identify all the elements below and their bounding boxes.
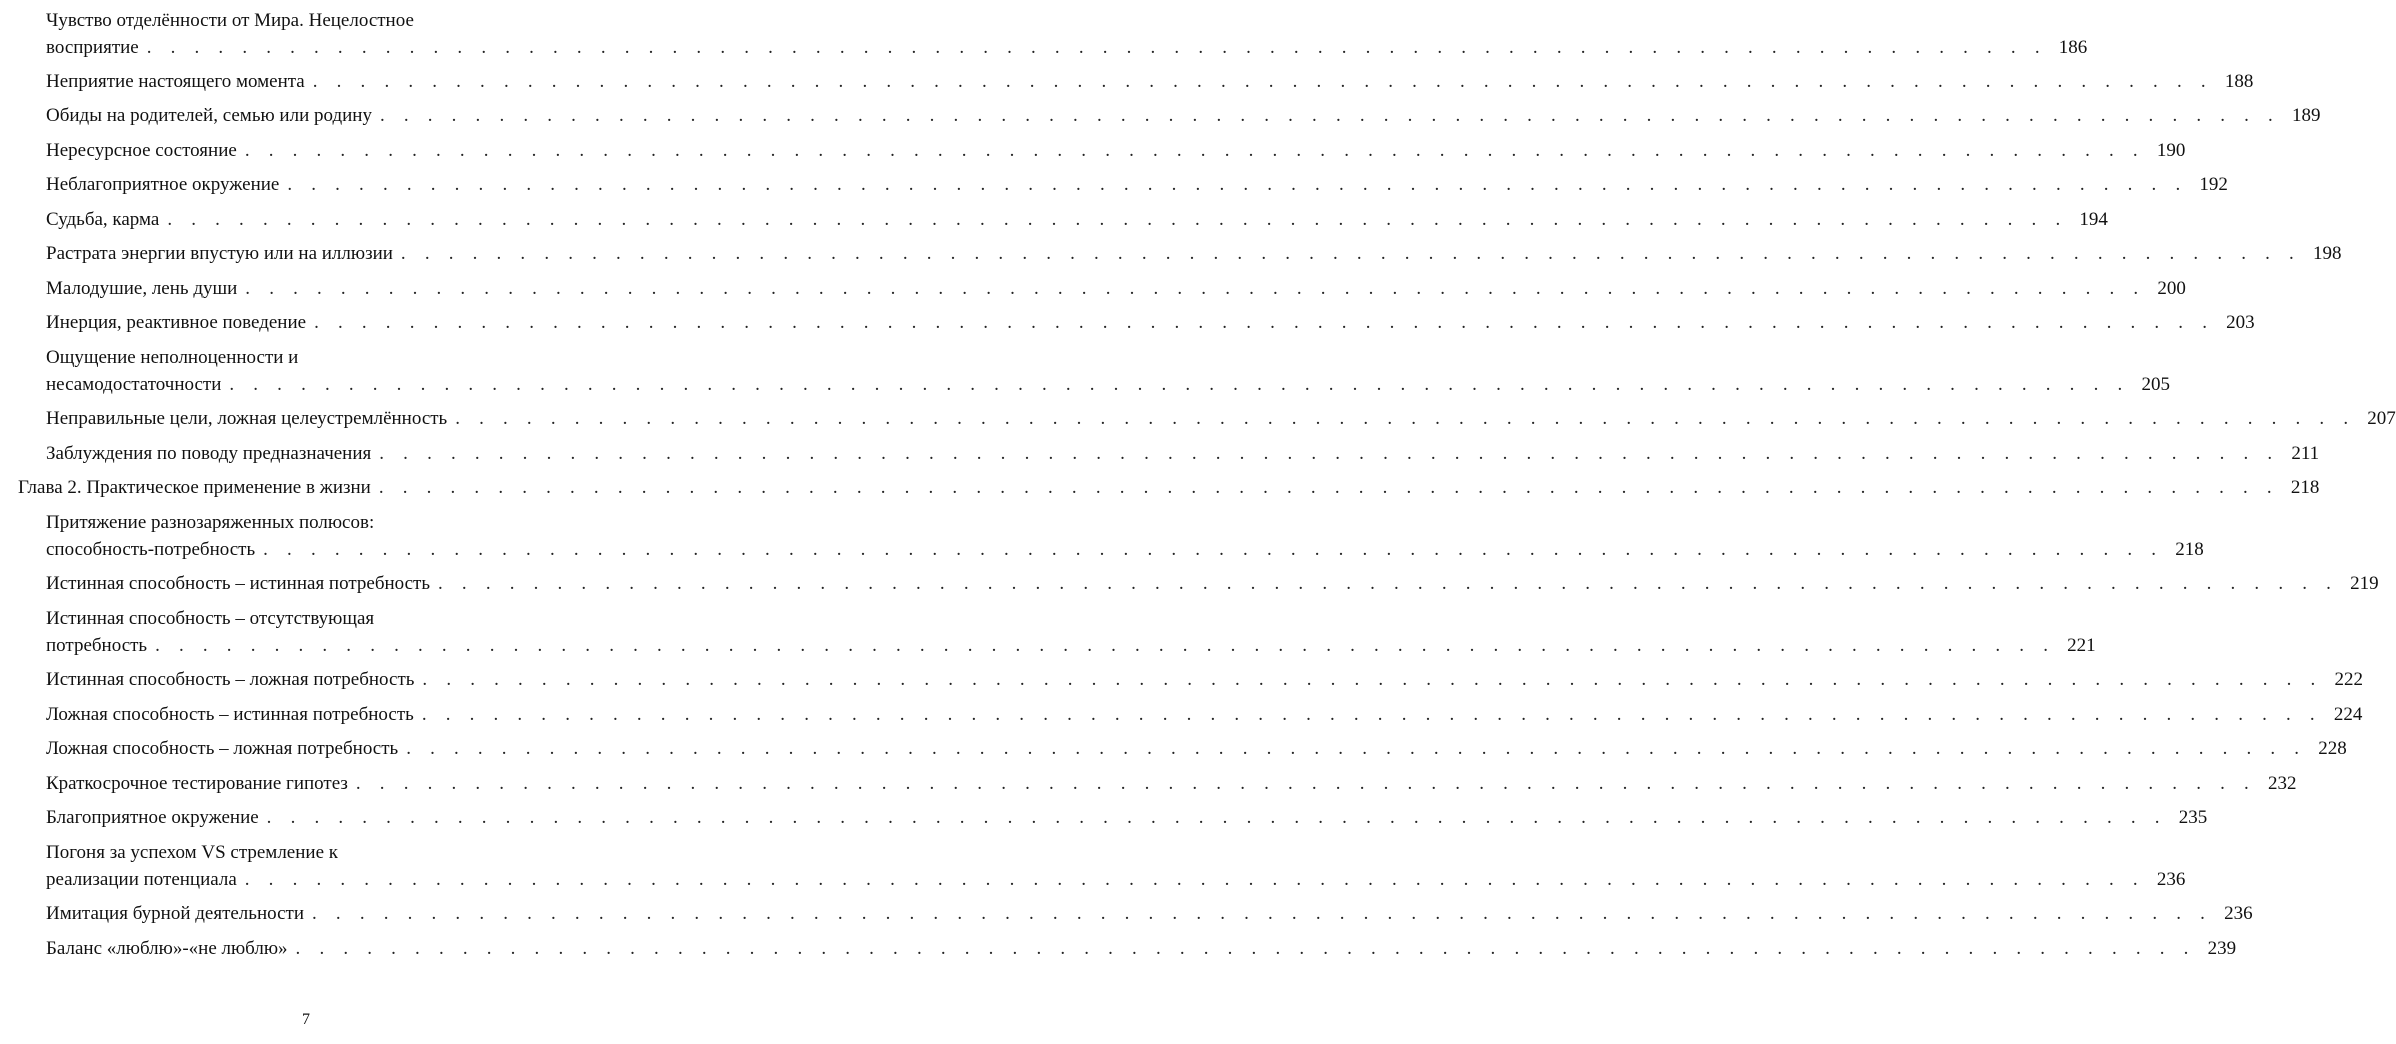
- toc-section-entry[interactable]: [46, 171, 2228, 198]
- toc-page-ref: 219: [2350, 573, 2379, 594]
- toc-entry-title-line: Благоприятное окружение: [46, 807, 259, 828]
- toc-page-ref: 218: [2175, 539, 2204, 560]
- toc-page-ref: 194: [2079, 209, 2108, 230]
- toc-page-ref: 236: [2156, 869, 2186, 890]
- dot-leader: . . . . . . . . . . . . . . . . . . . . . . . . . . . . . . . . . . . . . . . . . . . . . . . . . . . . . . . . . . . . . . . . . . . . . . . . . . . . . . . .: [146, 37, 2047, 58]
- toc-section-entry[interactable]: [46, 68, 2254, 95]
- toc-entry-title-line: Истинная способность – ложная потребность: [46, 669, 415, 690]
- dot-leader: . . . . . . . . . . . . . . . . . . . . . . . . . . . . . . . . . . . . . . . . . . . . . . . . . . . . . . . . . . . . . . . . . . . . . . . . . . . . . . . .: [244, 869, 2145, 890]
- toc-page-ref: 186: [2058, 37, 2088, 58]
- toc-entry-title-line: Глава 2. Практическое применение в жизни: [18, 477, 371, 498]
- toc-entry-title-line: несамодостаточности: [46, 374, 222, 395]
- toc-entry-title-line: Неблагоприятное окружение: [46, 174, 280, 195]
- dot-leader: . . . . . . . . . . . . . . . . . . . . . . . . . . . . . . . . . . . . . . . . . . . . . . . . . . . . . . . . . . . . . . . . . . . . . . . . . . . . . . . .: [379, 443, 2280, 464]
- toc-page-ref: 218: [2290, 477, 2320, 498]
- toc-section-entry[interactable]: [46, 309, 2255, 336]
- dot-leader: . . . . . . . . . . . . . . . . . . . . . . . . . . . . . . . . . . . . . . . . . . . . . . . . . . . . . . . . . . . . . . . . . . . . . . . . . . . . . . . .: [229, 374, 2130, 395]
- toc-entry-title-line: Растрата энергии впустую или на иллюзии: [46, 243, 393, 264]
- dot-leader: . . . . . . . . . . . . . . . . . . . . . . . . . . . . . . . . . . . . . . . . . . . . . . . . . . . . . . . . . . . . . . . . . . . . . . . . . . . . . . . .: [312, 903, 2213, 924]
- toc-entry-title-line: Ощущение неполноценности и: [46, 347, 299, 368]
- toc-section-entry[interactable]: [46, 735, 2347, 762]
- toc-entry-title-line: восприятие: [46, 37, 139, 58]
- toc-section-entry[interactable]: [46, 405, 2396, 432]
- dot-leader: . . . . . . . . . . . . . . . . . . . . . . . . . . . . . . . . . . . . . . . . . . . . . . . . . . . . . . . . . . . . . . . . . . . . . . . . . . . . . . . .: [400, 243, 2301, 264]
- toc-section-entry[interactable]: [46, 804, 2208, 831]
- toc-entry-title-line: Ложная способность – истинная потребность: [46, 704, 414, 725]
- toc-entry-title-line: Притяжение разнозаряженных полюсов:: [46, 512, 375, 533]
- toc-section-entry[interactable]: [46, 509, 2204, 563]
- dot-leader: . . . . . . . . . . . . . . . . . . . . . . . . . . . . . . . . . . . . . . . . . . . . . . . . . . . . . . . . . . . . . . . . . . . . . . . . . . . . . . . .: [438, 573, 2339, 594]
- toc-entry-title-line: Обиды на родителей, семью или родину: [46, 105, 372, 126]
- toc-page-ref: 189: [2292, 105, 2321, 126]
- toc-entry-title-line: способность-потребность: [46, 539, 256, 560]
- dot-leader: . . . . . . . . . . . . . . . . . . . . . . . . . . . . . . . . . . . . . . . . . . . . . . . . . . . . . . . . . . . . . . . . . . . . . . . . . . . . . . . .: [355, 773, 2256, 794]
- toc-chapter-entry[interactable]: [18, 474, 2320, 501]
- toc-entry-title-line: Истинная способность – отсутствующая: [46, 608, 375, 629]
- toc-section-entry[interactable]: [46, 666, 2363, 693]
- toc-page-ref: 224: [2333, 704, 2363, 725]
- toc-page-ref: 205: [2141, 374, 2170, 395]
- toc-entry-title-line: Истинная способность – истинная потребность: [46, 573, 431, 594]
- toc-page-ref: 192: [2199, 174, 2228, 195]
- page-number: 7: [302, 1011, 310, 1028]
- toc-entry-title-line: Заблуждения по поводу предназначения: [46, 443, 372, 464]
- toc-entry-title-line: реализации потенциала: [46, 869, 237, 890]
- dot-leader: . . . . . . . . . . . . . . . . . . . . . . . . . . . . . . . . . . . . . . . . . . . . . . . . . . . . . . . . . . . . . . . . . . . . . . . . . . . . . . . .: [422, 669, 2323, 690]
- toc-entry-title-line: Судьба, карма: [46, 209, 160, 230]
- dot-leader: . . . . . . . . . . . . . . . . . . . . . . . . . . . . . . . . . . . . . . . . . . . . . . . . . . . . . . . . . . . . . . . . . . . . . . . . . . . . . . . .: [266, 807, 2167, 828]
- toc-page-ref: 198: [2312, 243, 2342, 264]
- toc-page-ref: 188: [2224, 71, 2254, 92]
- dot-leader: . . . . . . . . . . . . . . . . . . . . . . . . . . . . . . . . . . . . . . . . . . . . . . . . . . . . . . . . . . . . . . . . . . . . . . . . . . . . . . . .: [312, 71, 2213, 92]
- toc-section-entry[interactable]: [46, 206, 2108, 233]
- dot-leader: . . . . . . . . . . . . . . . . . . . . . . . . . . . . . . . . . . . . . . . . . . . . . . . . . . . . . . . . . . . . . . . . . . . . . . . . . . . . . . . .: [287, 174, 2188, 195]
- toc-page-ref: 207: [2367, 408, 2396, 429]
- toc-section-entry[interactable]: [46, 240, 2342, 267]
- toc-entry-title-line: Имитация бурной деятельности: [46, 903, 305, 924]
- dot-leader: . . . . . . . . . . . . . . . . . . . . . . . . . . . . . . . . . . . . . . . . . . . . . . . . . . . . . . . . . . . . . . . . . . . . . . . . . . . . . . . .: [421, 704, 2322, 725]
- toc-section-entry[interactable]: [46, 137, 2186, 164]
- toc-entry-title-line: Неправильные цели, ложная целеустремлённость: [46, 408, 448, 429]
- toc-section-entry[interactable]: [46, 275, 2186, 302]
- dot-leader: . . . . . . . . . . . . . . . . . . . . . . . . . . . . . . . . . . . . . . . . . . . . . . . . . . . . . . . . . . . . . . . . . . . . . . . . . . . . . . . .: [378, 477, 2279, 498]
- toc-section-entry[interactable]: [46, 7, 2088, 61]
- dot-leader: . . . . . . . . . . . . . . . . . . . . . . . . . . . . . . . . . . . . . . . . . . . . . . . . . . . . . . . . . . . . . . . . . . . . . . . . . . . . . . . .: [245, 278, 2146, 299]
- dot-leader: . . . . . . . . . . . . . . . . . . . . . . . . . . . . . . . . . . . . . . . . . . . . . . . . . . . . . . . . . . . . . . . . . . . . . . . . . . . . . . . .: [263, 539, 2164, 560]
- toc-page-ref: 211: [2291, 443, 2320, 464]
- toc-page-ref: 221: [2067, 635, 2096, 656]
- dot-leader: . . . . . . . . . . . . . . . . . . . . . . . . . . . . . . . . . . . . . . . . . . . . . . . . . . . . . . . . . . . . . . . . . . . . . . . . . . . . . . . .: [379, 105, 2281, 126]
- toc-section-entry[interactable]: [46, 839, 2186, 893]
- dot-leader: . . . . . . . . . . . . . . . . . . . . . . . . . . . . . . . . . . . . . . . . . . . . . . . . . . . . . . . . . . . . . . . . . . . . . . . . . . . . . . . .: [244, 140, 2145, 161]
- toc-section-entry[interactable]: [46, 605, 2096, 659]
- toc-page-ref: 239: [2207, 938, 2237, 959]
- toc-page-ref: 232: [2267, 773, 2297, 794]
- toc-section-entry[interactable]: [46, 102, 2321, 129]
- toc-entry-title-line: Малодушие, лень души: [46, 278, 238, 299]
- dot-leader: . . . . . . . . . . . . . . . . . . . . . . . . . . . . . . . . . . . . . . . . . . . . . . . . . . . . . . . . . . . . . . . . . . . . . . . . . . . . . . . .: [455, 408, 2356, 429]
- toc-entry-title-line: Краткосрочное тестирование гипотез: [46, 773, 348, 794]
- dot-leader: . . . . . . . . . . . . . . . . . . . . . . . . . . . . . . . . . . . . . . . . . . . . . . . . . . . . . . . . . . . . . . . . . . . . . . . . . . . . . . . .: [406, 738, 2307, 759]
- toc-page-ref: 222: [2334, 669, 2363, 690]
- toc-section-entry[interactable]: [46, 770, 2297, 797]
- toc-page-ref: 190: [2156, 140, 2186, 161]
- toc-entry-title-line: Чувство отделённости от Мира. Нецелостное: [46, 10, 414, 31]
- toc-entry-title-line: Инерция, реактивное поведение: [46, 312, 307, 333]
- toc-section-entry[interactable]: [46, 935, 2237, 962]
- toc-section-entry[interactable]: [46, 900, 2253, 927]
- toc-entry-title-line: Погоня за успехом VS стремление к: [46, 842, 338, 863]
- toc-entry-title-line: Нересурсное состояние: [46, 140, 237, 161]
- toc-section-entry[interactable]: [46, 344, 2170, 398]
- toc-page-ref: 228: [2318, 738, 2347, 759]
- dot-leader: . . . . . . . . . . . . . . . . . . . . . . . . . . . . . . . . . . . . . . . . . . . . . . . . . . . . . . . . . . . . . . . . . . . . . . . . . . . . . . . .: [155, 635, 2056, 656]
- toc-entry-title-line: потребность: [46, 635, 148, 656]
- toc-entry-title-line: Ложная способность – ложная потребность: [46, 738, 399, 759]
- toc-page-ref: 235: [2178, 807, 2208, 828]
- toc-page-ref: 203: [2226, 312, 2255, 333]
- toc-section-entry[interactable]: [46, 701, 2363, 728]
- toc-entry-title-line: Неприятие настоящего момента: [46, 71, 305, 92]
- toc-page-ref: 236: [2224, 903, 2253, 924]
- dot-leader: . . . . . . . . . . . . . . . . . . . . . . . . . . . . . . . . . . . . . . . . . . . . . . . . . . . . . . . . . . . . . . . . . . . . . . . . . . . . . . . .: [167, 209, 2068, 230]
- toc-page-ref: 200: [2157, 278, 2186, 299]
- dot-leader: . . . . . . . . . . . . . . . . . . . . . . . . . . . . . . . . . . . . . . . . . . . . . . . . . . . . . . . . . . . . . . . . . . . . . . . . . . . . . . . .: [295, 938, 2196, 959]
- toc-section-entry[interactable]: [46, 440, 2320, 467]
- toc-section-entry[interactable]: [46, 570, 2379, 597]
- dot-leader: . . . . . . . . . . . . . . . . . . . . . . . . . . . . . . . . . . . . . . . . . . . . . . . . . . . . . . . . . . . . . . . . . . . . . . . . . . . . . . . .: [314, 312, 2215, 333]
- toc-entry-title-line: Баланс «люблю»-«не люблю»: [46, 938, 288, 959]
